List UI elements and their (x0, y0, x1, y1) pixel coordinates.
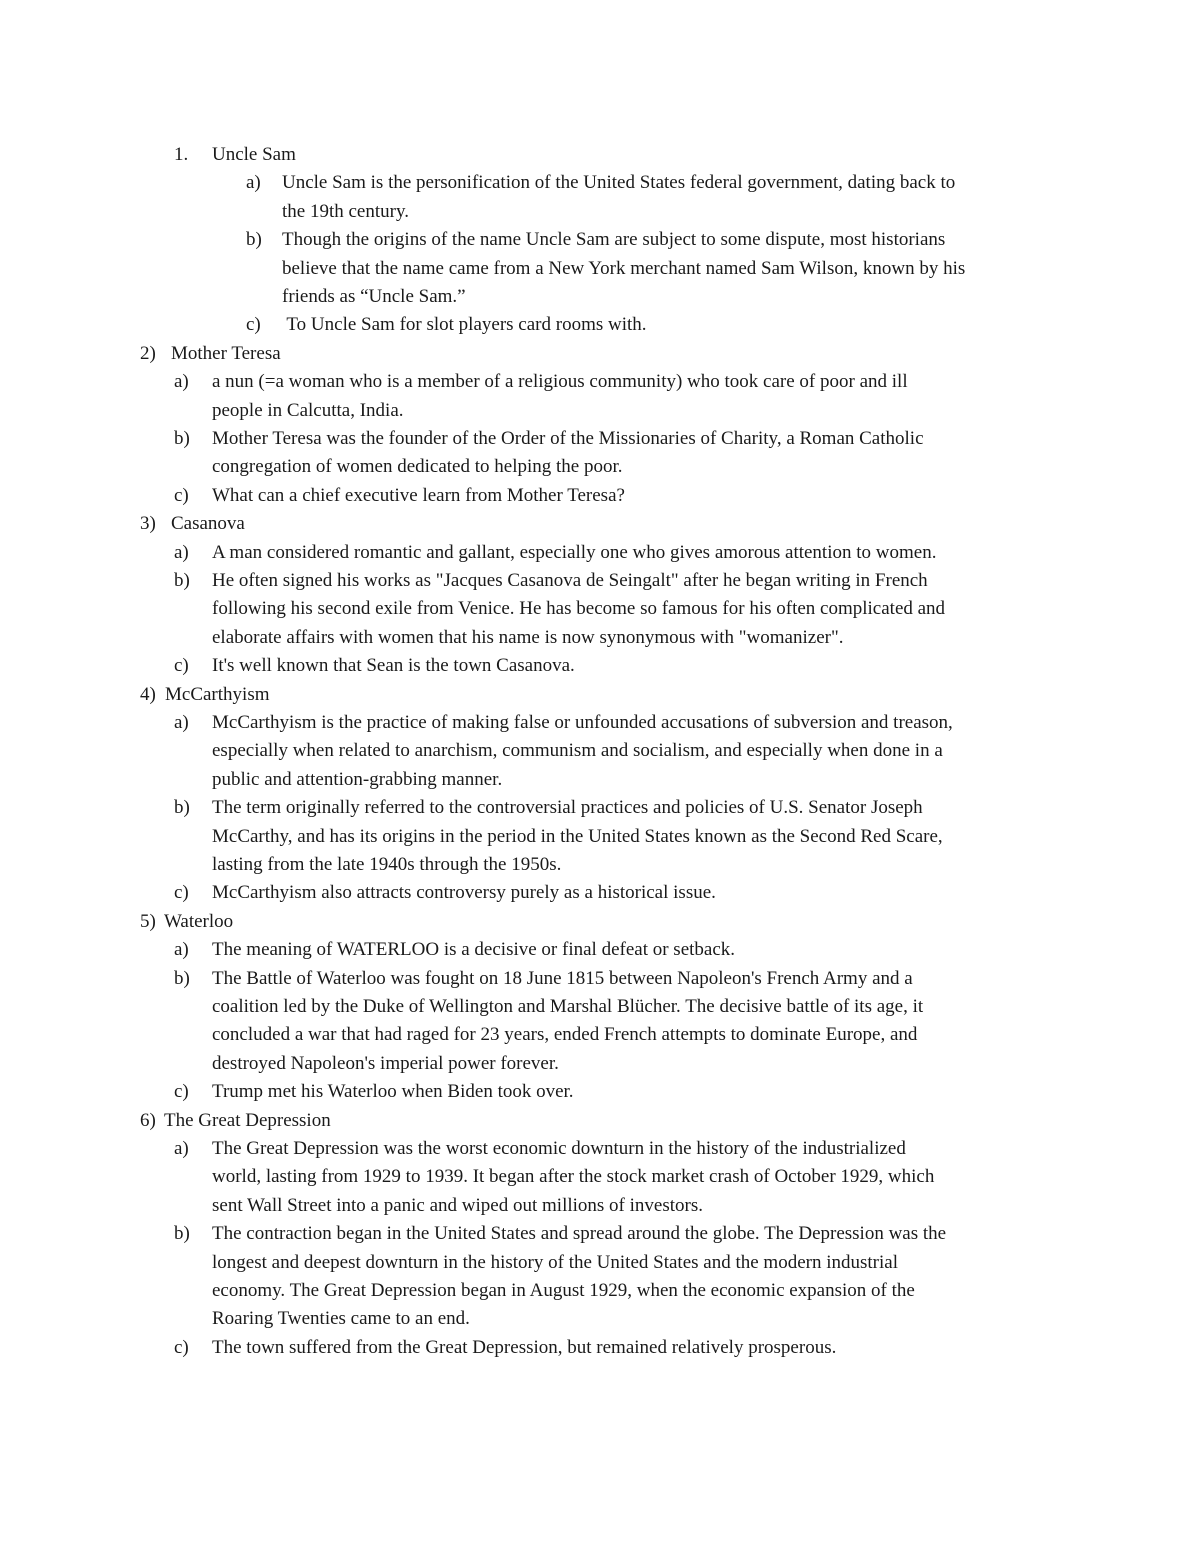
item-marker: a) (174, 371, 189, 393)
item-text-line: congregation of women dedicated to helping the poor. (212, 456, 623, 478)
item-text-line: Though the origins of the name Uncle Sam are subject to some dispute, most historians (282, 229, 946, 251)
item-text-line: The Great Depression was the worst economic downturn in the history of the industrialized (212, 1138, 906, 1159)
item-text-line: especially when related to anarchism, communism and socialism, and especially when done in a (212, 740, 943, 762)
item-marker: c) (246, 314, 261, 336)
section-heading: Uncle Sam (212, 144, 296, 165)
item-text-line: concluded a war that had raged for 23 years, ended French attempts to dominate Europe, and (212, 1024, 918, 1046)
item-text-line: the 19th century. (282, 200, 409, 222)
item-text-line: elaborate affairs with women that his name is now synonymous with "womanizer". (212, 626, 844, 648)
item-text-line: Trump met his Waterloo when Biden took over. (212, 1081, 574, 1103)
item-marker: b) (174, 797, 190, 819)
item-text-line: McCarthyism is the practice of making false or unfounded accusations of subversion and treason, (212, 712, 953, 733)
item-text-line: longest and deepest downturn in the history of the United States and the modern industrial (212, 1251, 898, 1273)
item-marker: a) (174, 712, 189, 733)
item-marker: b) (174, 967, 190, 989)
item-text-line: sent Wall Street into a panic and wiped out millions of investors. (212, 1194, 703, 1216)
item-text-line: What can a chief executive learn from Mother Teresa? (212, 484, 625, 506)
item-marker: b) (174, 428, 190, 449)
item-marker: c) (174, 1336, 189, 1358)
section-heading: McCarthyism (165, 683, 270, 705)
item-text-line: The contraction began in the United States and spread around the globe. The Depression was the (212, 1223, 947, 1245)
item-text-line: The town suffered from the Great Depression, but remained relatively prosperous. (212, 1336, 837, 1358)
item-text-line: people in Calcutta, India. (212, 399, 404, 421)
item-text-line: public and attention-grabbing manner. (212, 768, 503, 790)
item-marker: c) (174, 1081, 189, 1103)
item-text-line: Roaring Twenties came to an end. (212, 1308, 470, 1330)
item-marker: c) (174, 882, 189, 904)
item-marker: a) (174, 1138, 189, 1159)
item-text-line: The meaning of WATERLOO is a decisive or final defeat or setback. (212, 939, 736, 961)
section-number: 5) (140, 910, 156, 932)
item-marker: c) (174, 655, 189, 677)
item-text-line: following his second exile from Venice. He has become so famous for his often complicated and (212, 598, 946, 620)
section-number: 6) (140, 1109, 156, 1131)
item-text-line: coalition led by the Duke of Wellington and Marshal Blücher. The decisive battle of its age, it (212, 996, 924, 1017)
section-heading: Mother Teresa (171, 342, 281, 364)
item-text-line: It's well known that Sean is the town Casanova. (212, 655, 575, 677)
item-text-line: A man considered romantic and gallant, especially one who gives amorous attention to women. (212, 541, 937, 563)
item-text-line: Uncle Sam is the personification of the United States federal government, dating back to (282, 172, 956, 194)
item-marker: b) (174, 1223, 190, 1245)
item-text-line: friends as “Uncle Sam.” (282, 286, 466, 307)
item-text-line: McCarthy, and has its origins in the period in the United States known as the Second Red Scare, (212, 825, 943, 847)
item-text-line: lasting from the late 1940s through the 1950s. (212, 854, 562, 875)
item-marker: b) (174, 570, 190, 591)
item-text-line: The term originally referred to the controversial practices and policies of U.S. Senator Joseph (212, 797, 923, 819)
section-number: 3) (140, 513, 156, 535)
item-marker: a) (174, 939, 189, 961)
item-marker: a) (174, 541, 189, 563)
item-text-line: a nun (=a woman who is a member of a religious community) who took care of poor and ill (212, 371, 908, 393)
section-number: 4) (140, 683, 156, 705)
item-text-line: destroyed Napoleon's imperial power forever. (212, 1052, 559, 1074)
item-text-line: economy. The Great Depression began in August 1929, when the economic expansion of the (212, 1280, 915, 1301)
section-heading: Casanova (171, 513, 245, 535)
section-heading: The Great Depression (164, 1109, 331, 1131)
item-text-line: world, lasting from 1929 to 1939. It began after the stock market crash of October 1929, which (212, 1166, 935, 1188)
item-marker: a) (246, 172, 261, 194)
section-number: 1. (174, 144, 189, 165)
item-text-line: believe that the name came from a New York merchant named Sam Wilson, known by his (282, 257, 966, 279)
item-text-line: He often signed his works as "Jacques Casanova de Seingalt" after he began writing in French (212, 570, 928, 591)
item-text-line: Mother Teresa was the founder of the Order of the Missionaries of Charity, a Roman Catholic (212, 428, 924, 449)
item-text-line: To Uncle Sam for slot players card rooms with. (282, 314, 647, 336)
section-heading: Waterloo (164, 910, 234, 932)
section-number: 2) (140, 342, 156, 364)
item-text-line: McCarthyism also attracts controversy purely as a historical issue. (212, 882, 716, 904)
item-text-line: The Battle of Waterloo was fought on 18 June 1815 between Napoleon's French Army and a (212, 967, 913, 989)
item-marker: c) (174, 484, 189, 506)
item-marker: b) (246, 229, 262, 251)
